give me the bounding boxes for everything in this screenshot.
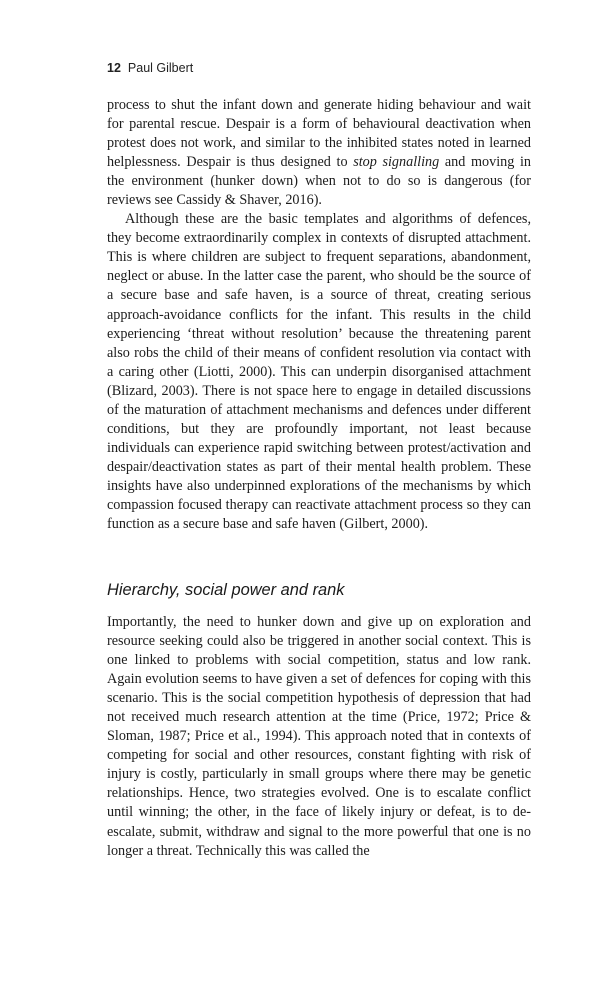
section-heading: Hierarchy, social power and rank <box>107 581 345 599</box>
body-text-block-2 <box>107 613 531 861</box>
paragraph-continued <box>107 96 531 210</box>
paragraph-2: Although these are the basic templates and algorithms of defences, they become extraordinarily complex in contexts of disrupted attachment. This is where children are subject to frequent separations, abandonment, neglect or abuse. In the latter case the parent, who should be the source of a secure base and safe haven, is a source of threat, creating serious approach-avoidance conflicts for the infant. This results in the child experiencing ‘threat without resolution’ because the threatening parent also robs the child of their means of confident resolution via contact with a caring other (Liotti, 2000). This can underpin disorganised attachment (Blizard, 2003). There is not space here to engage in detailed discussions of the maturation of attachment mechanisms and defences under different conditions, but they are profoundly important, not least because individuals can experience rapid switching between protest/activation and despair/deactivation states as part of their mental health problem. These insights have also underpinned explorations of the mechanisms by which compassion focused therapy can reactivate attachment process so they can function as a secure base and safe haven (Gilbert, 2000). <box>107 211 531 533</box>
paragraph-3: Importantly, the need to hunker down and give up on exploration and resource seeking could also be triggered in another social context. This is one linked to problems with social competition, status and low rank. Again evolution seems to have given a set of defences for coping with this scenario. This is the social competition hypothesis of depression that had not received much research attention at the time (Price, 1972; Price & Sloman, 1987; Price et al., 1994). This approach noted that in contexts of competing for social and other resources, constant fighting with risk of injury is costly, particularly in small groups where there may be genetic relationships. Hence, two strategies evolved. One is to escalate conflict until winning; the other, in the face of likely injury or defeat, is to de-escalate, submit, withdraw and signal to the more powerful that one is no longer a threat. Technically this was called the <box>107 614 531 859</box>
paragraph-1-text-end: and moving in the environment (hunker down) when not to do so is dangerous (for reviews see Cassidy & Shaver, 2016). <box>107 154 532 209</box>
body-text-block-1 <box>107 96 531 534</box>
page-number: 12 <box>107 61 121 75</box>
running-head <box>107 61 193 75</box>
paragraph-1-text-start: process to shut the infant down and generate hiding behaviour and wait for parental rescue. Despair is a form of behavioural deactivation when protest does not work, and similar to the inhibited states noted in learned helplessness. Despair is thus designed to <box>107 97 531 171</box>
paragraph-1-emphasis: stop signalling <box>353 154 440 171</box>
running-head-author: Paul Gilbert <box>127 61 194 75</box>
